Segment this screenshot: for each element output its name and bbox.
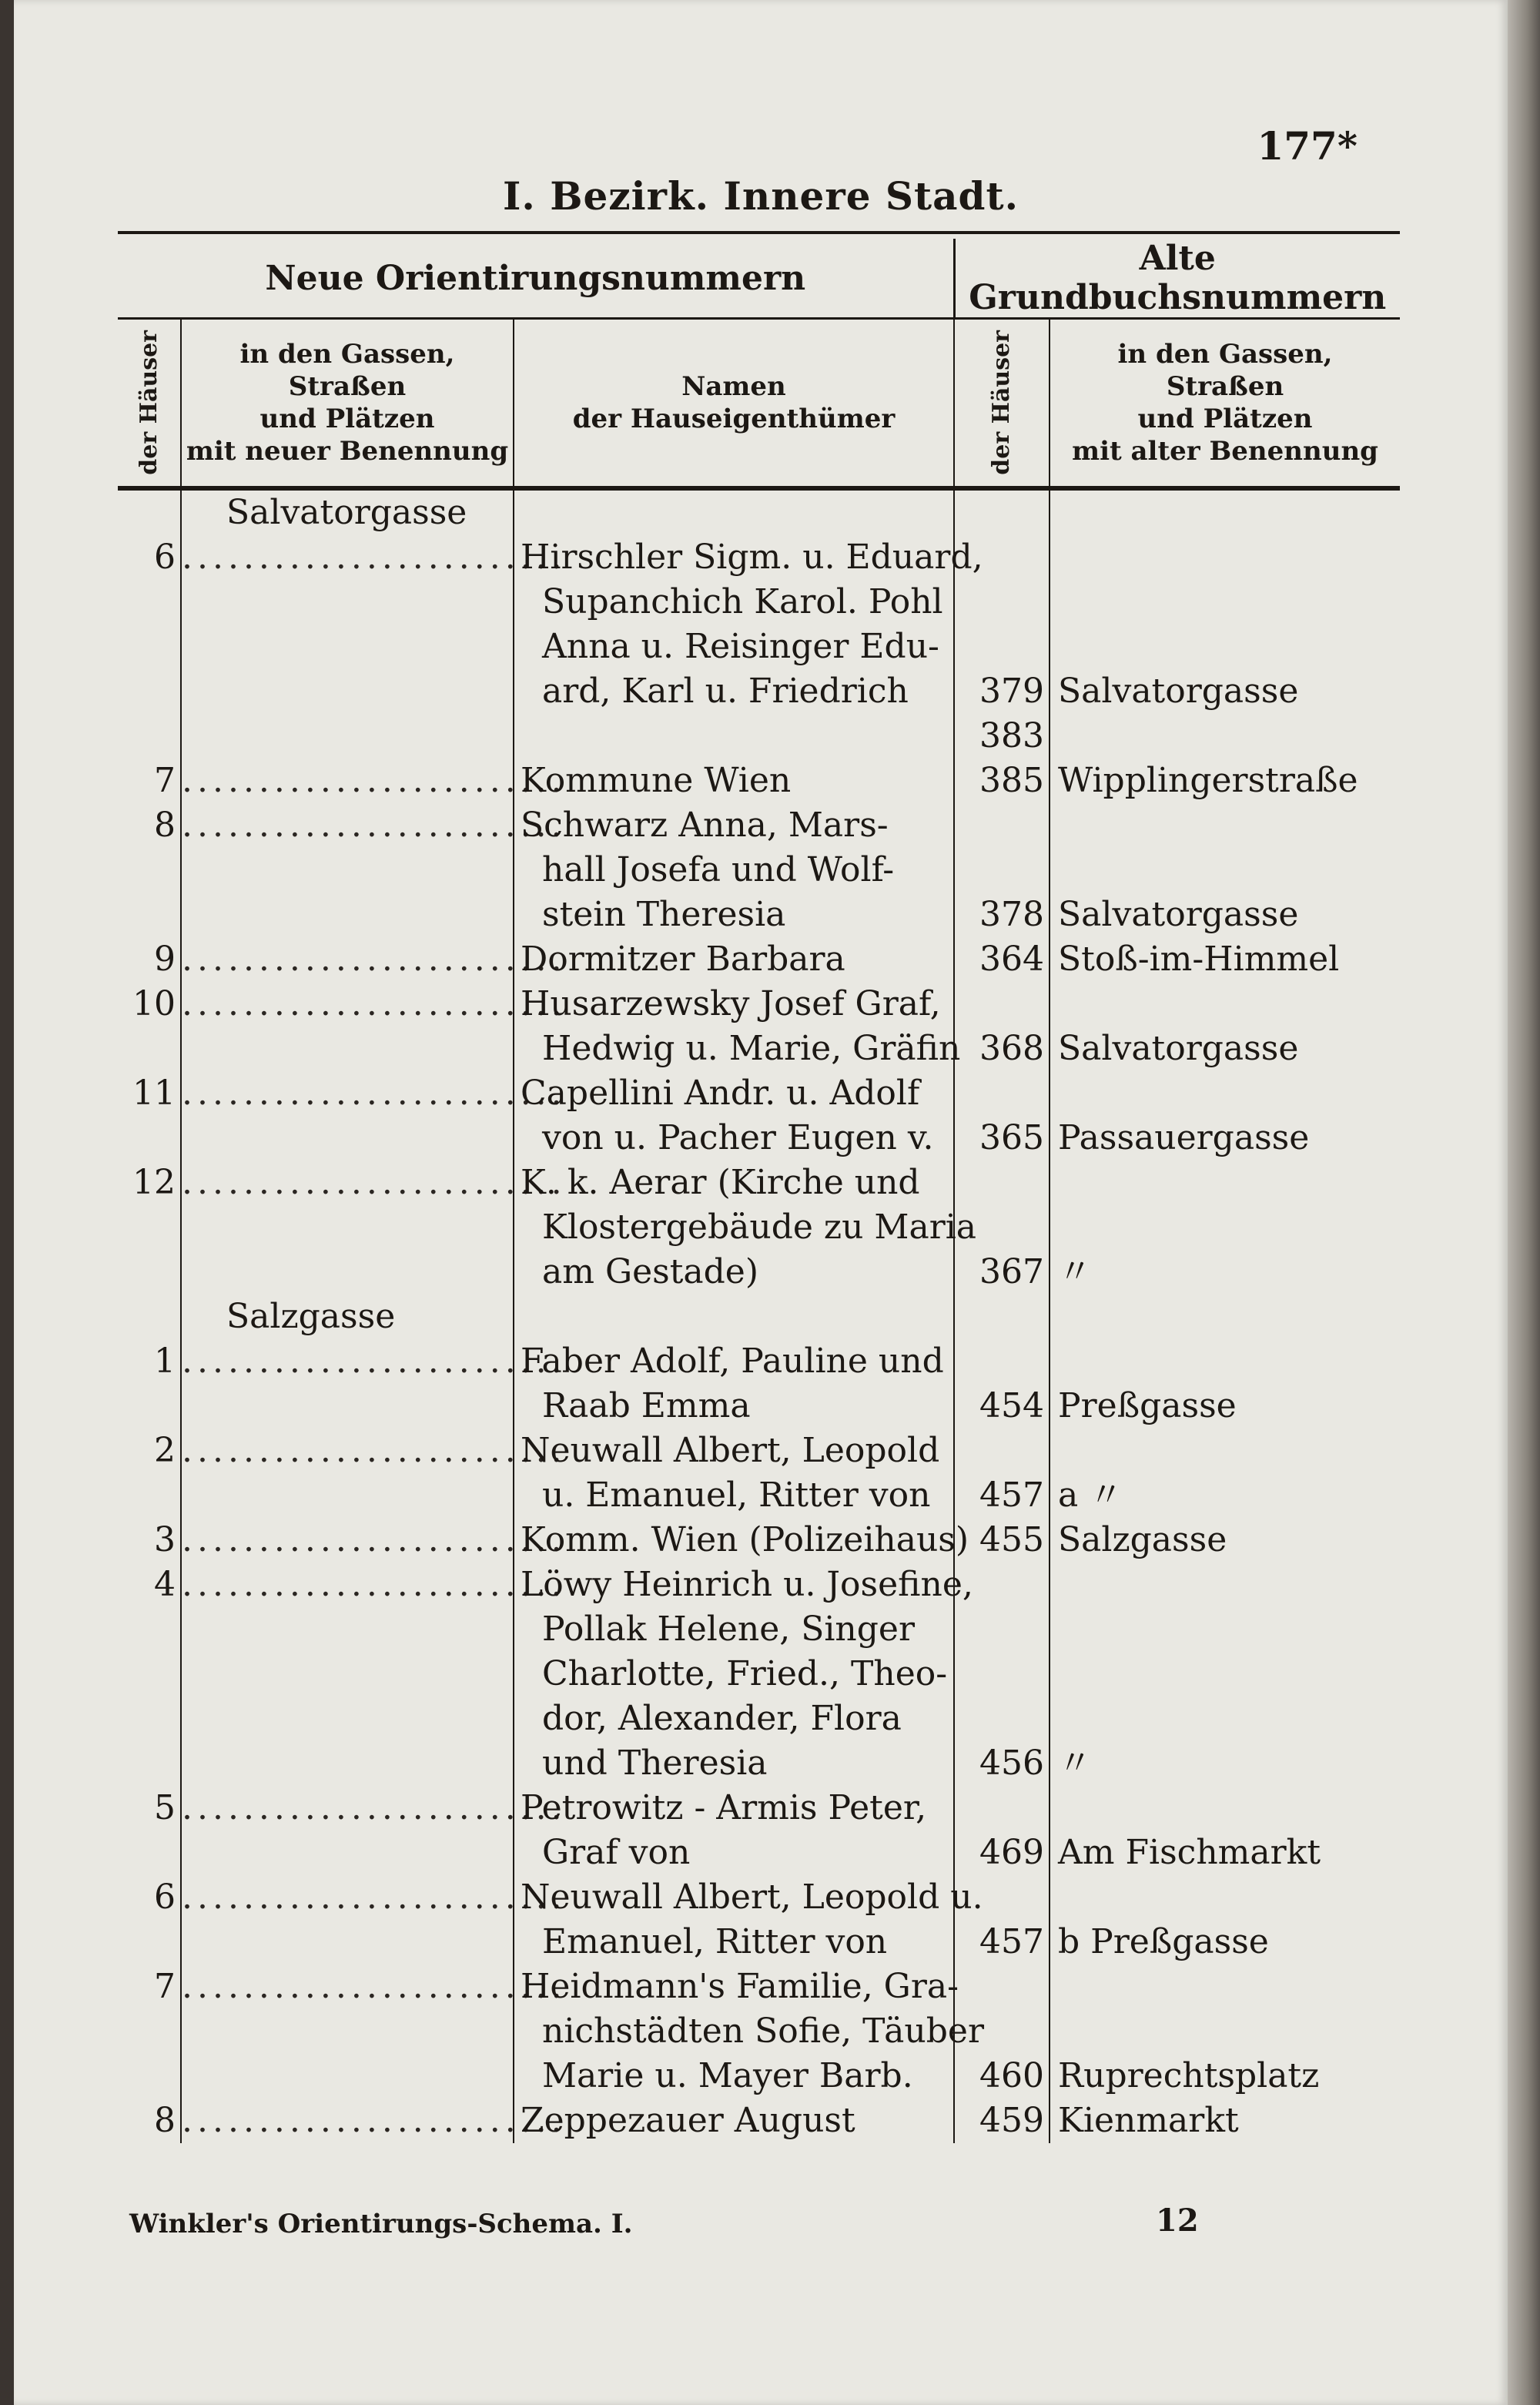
owner-name: Petrowitz - Armis Peter, (514, 1786, 954, 1831)
owner-name: Neuwall Albert, Leopold u. (514, 1875, 954, 1920)
table-row (118, 1295, 1400, 1339)
owner-name (514, 488, 954, 535)
street-old (1050, 1071, 1400, 1116)
owner-name: nichstädten Sofie, Täuber (514, 2009, 954, 2054)
col-header-houses-new: der Häuser (118, 319, 181, 489)
house-number-new: 7 (154, 1967, 176, 2006)
house-number-old: 368 (954, 1027, 1050, 1071)
directory-table (118, 239, 1400, 2143)
table-row (118, 1384, 1400, 1429)
street-new (181, 1250, 514, 1295)
street-new (181, 803, 567, 848)
house-number-new (118, 1027, 181, 1071)
house-number-new: 8 (154, 2101, 176, 2140)
table-row (118, 580, 1400, 625)
table-row (118, 2099, 1400, 2143)
col-header-owners: Namen der Hauseigenthümer (514, 319, 954, 489)
street-old: Salzgasse (1050, 1518, 1400, 1563)
street-old: Passauergasse (1050, 1116, 1400, 1161)
table-row (118, 982, 1400, 1027)
street-old (1050, 1205, 1400, 1250)
street-new (181, 535, 567, 580)
owner-name: Dormitzer Barbara (514, 937, 954, 982)
house-number-old: 385 (954, 759, 1050, 803)
house-number-old (954, 982, 1050, 1027)
owner-name: Neuwall Albert, Leopold (514, 1429, 954, 1473)
top-rule (118, 231, 1400, 234)
leader-dots: ......................... (182, 984, 567, 1023)
table-row (118, 1607, 1400, 1652)
house-number-new: 8 (154, 806, 176, 845)
street-old (1050, 1607, 1400, 1652)
house-number-new: 6 (154, 1877, 176, 1917)
house-number-old (954, 488, 1050, 535)
table-row (118, 2054, 1400, 2099)
table-row (118, 1250, 1400, 1295)
table-body (118, 488, 1400, 2143)
leader-dots: ......................... (182, 2101, 567, 2140)
house-number-old (954, 580, 1050, 625)
owner-name: hall Josefa und Wolf- (514, 848, 954, 893)
street-old: b Preßgasse (1050, 1920, 1400, 1965)
owner-name (514, 1295, 954, 1339)
house-number-old: 367 (954, 1250, 1050, 1295)
street-new (181, 848, 514, 893)
street-old: Salvatorgasse (1050, 669, 1400, 714)
group-header-old: Alte Grundbuchsnummern (954, 239, 1400, 319)
owner-name: Zeppezauer August (514, 2099, 954, 2143)
owner-name: K. k. Aerar (Kirche und (514, 1161, 954, 1205)
leader-dots: ......................... (182, 806, 567, 845)
table-row (118, 893, 1400, 937)
street-old: Am Fischmarkt (1050, 1831, 1400, 1875)
street-new (181, 1875, 567, 1920)
owner-name: Hirschler Sigm. u. Eduard, (514, 535, 954, 580)
owner-name: Schwarz Anna, Mars- (514, 803, 954, 848)
street-old (1050, 1429, 1400, 1473)
leader-dots: ......................... (182, 1788, 567, 1827)
street-new (181, 580, 514, 625)
street-old (1050, 625, 1400, 669)
leader-dots: ......................... (182, 1967, 567, 2006)
table-row (118, 1161, 1400, 1205)
house-number-old (954, 1965, 1050, 2009)
house-number-old: 457 (954, 1920, 1050, 1965)
street-new (181, 1965, 567, 2009)
owner-name: Komm. Wien (Polizeihaus) (514, 1518, 954, 1563)
house-number-old: 379 (954, 669, 1050, 714)
owner-name: Supanchich Karol. Pohl (514, 580, 954, 625)
table-row (118, 1205, 1400, 1250)
street-old (1050, 1697, 1400, 1741)
owner-name: Löwy Heinrich u. Josefine, (514, 1563, 954, 1607)
street-old (1050, 982, 1400, 1027)
street-old (1050, 1875, 1400, 1920)
street-old: Wipplingerstraße (1050, 759, 1400, 803)
house-number-new (118, 1295, 181, 1339)
street-new (181, 1429, 567, 1473)
house-number-new (118, 1920, 181, 1965)
street-new (181, 625, 514, 669)
street-old: 〃 (1050, 1741, 1400, 1786)
owner-name: und Theresia (514, 1741, 954, 1786)
street-old (1050, 580, 1400, 625)
table-row (118, 1518, 1400, 1563)
street-old (1050, 1786, 1400, 1831)
house-number-old: 457 (954, 1473, 1050, 1518)
street-new (181, 1563, 567, 1607)
book-edge (1508, 0, 1540, 2405)
house-number-old: 469 (954, 1831, 1050, 1875)
col-header-houses-old: der Häuser (954, 319, 1050, 489)
street-old: a 〃 (1050, 1473, 1400, 1518)
owner-name: Marie u. Mayer Barb. (514, 2054, 954, 2099)
house-number-old (954, 1652, 1050, 1697)
leader-dots: ......................... (182, 940, 567, 979)
house-number-new: 7 (154, 761, 176, 800)
house-number-new (118, 625, 181, 669)
street-new (181, 1607, 514, 1652)
house-number-new: 12 (132, 1163, 176, 1202)
owner-name: dor, Alexander, Flora (514, 1697, 954, 1741)
house-number-old (954, 625, 1050, 669)
street-new (181, 1027, 514, 1071)
table-row (118, 488, 1400, 535)
house-number-new (118, 1384, 181, 1429)
leader-dots: ......................... (182, 1877, 567, 1917)
street-old (1050, 848, 1400, 893)
page-number: 177* (1257, 123, 1358, 169)
table-row (118, 1875, 1400, 1920)
street-old (1050, 488, 1400, 535)
house-number-old (954, 1786, 1050, 1831)
street-new (181, 1205, 514, 1250)
leader-dots: ......................... (182, 1520, 567, 1559)
house-number-new (118, 2054, 181, 2099)
table-row (118, 1741, 1400, 1786)
table-row (118, 1652, 1400, 1697)
house-number-new (118, 580, 181, 625)
table-row (118, 1697, 1400, 1741)
street-new (181, 669, 514, 714)
house-number-old: 365 (954, 1116, 1050, 1161)
street-old: Salvatorgasse (1050, 1027, 1400, 1071)
street-new (181, 1116, 514, 1161)
street-old (1050, 535, 1400, 580)
house-number-new: 1 (154, 1342, 176, 1381)
street-new (181, 2099, 567, 2143)
table-row (118, 625, 1400, 669)
street-new (181, 1518, 567, 1563)
signature-mark: 12 (1156, 2202, 1199, 2239)
table-row (118, 714, 1400, 759)
house-number-new: 2 (154, 1431, 176, 1470)
house-number-old (954, 1295, 1050, 1339)
table-row (118, 1563, 1400, 1607)
house-number-new: 10 (132, 984, 176, 1023)
house-number-old: 460 (954, 2054, 1050, 2099)
table-row (118, 1831, 1400, 1875)
house-number-old (954, 1429, 1050, 1473)
footer-title: Winkler's Orientirungs-Schema. I. (129, 2209, 633, 2239)
street-new: Salvatorgasse (181, 488, 514, 535)
street-new (181, 982, 567, 1027)
street-old: Ruprechtsplatz (1050, 2054, 1400, 2099)
house-number-new: 6 (154, 538, 176, 577)
table-row (118, 937, 1400, 982)
house-number-new: 11 (132, 1074, 176, 1113)
owner-name: Anna u. Reisinger Edu- (514, 625, 954, 669)
street-old (1050, 1295, 1400, 1339)
street-old: Stoß-im-Himmel (1050, 937, 1400, 982)
owner-name: Charlotte, Fried., Theo- (514, 1652, 954, 1697)
house-number-old: 364 (954, 937, 1050, 982)
street-new (181, 1831, 514, 1875)
leader-dots: ......................... (182, 1074, 567, 1113)
house-number-old: 378 (954, 893, 1050, 937)
col-header-streets-new: in den Gassen, Straßen und Plätzen mit neuer Benennung (181, 319, 514, 489)
street-new (181, 2054, 514, 2099)
street-new (181, 1652, 514, 1697)
table-row (118, 1071, 1400, 1116)
house-number-new (118, 1250, 181, 1295)
house-number-new (118, 1205, 181, 1250)
street-old (1050, 1563, 1400, 1607)
owner-name: Graf von (514, 1831, 954, 1875)
table-row (118, 535, 1400, 580)
table-row (118, 2009, 1400, 2054)
owner-name: stein Theresia (514, 893, 954, 937)
owner-name: Capellini Andr. u. Adolf (514, 1071, 954, 1116)
house-number-old (954, 1607, 1050, 1652)
house-number-new (118, 2009, 181, 2054)
owner-name: am Gestade) (514, 1250, 954, 1295)
leader-dots: ......................... (182, 538, 567, 577)
leader-dots: ......................... (182, 1565, 567, 1604)
house-number-new (118, 488, 181, 535)
house-number-new: 9 (154, 940, 176, 979)
leader-dots: ......................... (182, 1342, 567, 1381)
table-row (118, 1473, 1400, 1518)
house-number-old (954, 1161, 1050, 1205)
street-new (181, 759, 567, 803)
running-head: I. Bezirk. Innere Stadt. (503, 173, 1019, 219)
table-row (118, 1920, 1400, 1965)
house-number-old (954, 803, 1050, 848)
house-number-new (118, 893, 181, 937)
owner-name: Pollak Helene, Singer (514, 1607, 954, 1652)
owner-name: ard, Karl u. Friedrich (514, 669, 954, 714)
house-number-new (118, 848, 181, 893)
street-new (181, 714, 514, 759)
house-number-new: 3 (154, 1520, 176, 1559)
owner-name: Husarzewsky Josef Graf, (514, 982, 954, 1027)
street-old (1050, 803, 1400, 848)
house-number-new (118, 1697, 181, 1741)
street-new (181, 1473, 514, 1518)
house-number-old: 454 (954, 1384, 1050, 1429)
street-old (1050, 2009, 1400, 2054)
table-row (118, 803, 1400, 848)
street-new (181, 1920, 514, 1965)
house-number-new (118, 1116, 181, 1161)
street-new (181, 1384, 514, 1429)
street-old (1050, 1339, 1400, 1384)
house-number-new (118, 1473, 181, 1518)
house-number-new (118, 714, 181, 759)
house-number-old: 456 (954, 1741, 1050, 1786)
owner-name: Kommune Wien (514, 759, 954, 803)
street-old: 〃 (1050, 1250, 1400, 1295)
street-new: Salzgasse (181, 1295, 514, 1339)
street-new (181, 893, 514, 937)
owner-name: Klostergebäude zu Maria (514, 1205, 954, 1250)
street-old: Kienmarkt (1050, 2099, 1400, 2143)
table-row (118, 1965, 1400, 2009)
street-old (1050, 1161, 1400, 1205)
house-number-new (118, 1607, 181, 1652)
owner-name: Hedwig u. Marie, Gräfin (514, 1027, 954, 1071)
table-row (118, 669, 1400, 714)
street-old: Salvatorgasse (1050, 893, 1400, 937)
house-number-old (954, 1339, 1050, 1384)
street-old: Preßgasse (1050, 1384, 1400, 1429)
book-page (14, 0, 1508, 2405)
table-row (118, 848, 1400, 893)
house-number-new (118, 1652, 181, 1697)
owner-name: Heidmann's Familie, Gra- (514, 1965, 954, 2009)
street-new (181, 937, 567, 982)
owner-name: von u. Pacher Eugen v. (514, 1116, 954, 1161)
table-row (118, 1339, 1400, 1384)
house-number-old: 383 (954, 714, 1050, 759)
house-number-old (954, 848, 1050, 893)
owner-name: Faber Adolf, Pauline und (514, 1339, 954, 1384)
table-row (118, 1116, 1400, 1161)
street-new (181, 1697, 514, 1741)
leader-dots: ......................... (182, 761, 567, 800)
street-new (181, 1071, 567, 1116)
leader-dots: ......................... (182, 1163, 567, 1202)
street-old (1050, 1965, 1400, 2009)
street-new (181, 2009, 514, 2054)
col-header-streets-old: in den Gassen, Straßen und Plätzen mit alter Benennung (1050, 319, 1400, 489)
street-new (181, 1741, 514, 1786)
table-row (118, 1429, 1400, 1473)
street-old (1050, 1652, 1400, 1697)
house-number-old (954, 1071, 1050, 1116)
table-row (118, 1027, 1400, 1071)
house-number-old (954, 1697, 1050, 1741)
street-new (181, 1786, 567, 1831)
group-header-new: Neue Orientirungsnummern (118, 239, 954, 319)
house-number-new: 5 (154, 1788, 176, 1827)
house-number-new: 4 (154, 1565, 176, 1604)
house-number-new (118, 1741, 181, 1786)
house-number-old: 455 (954, 1518, 1050, 1563)
owner-name: Raab Emma (514, 1384, 954, 1429)
house-number-old: 459 (954, 2099, 1050, 2143)
leader-dots: ......................... (182, 1431, 567, 1470)
owner-name (514, 714, 954, 759)
owner-name: Emanuel, Ritter von (514, 1920, 954, 1965)
table-row (118, 759, 1400, 803)
street-new (181, 1339, 567, 1384)
street-old (1050, 714, 1400, 759)
house-number-new (118, 669, 181, 714)
house-number-new (118, 1831, 181, 1875)
table-row (118, 1786, 1400, 1831)
street-new (181, 1161, 567, 1205)
owner-name: u. Emanuel, Ritter von (514, 1473, 954, 1518)
